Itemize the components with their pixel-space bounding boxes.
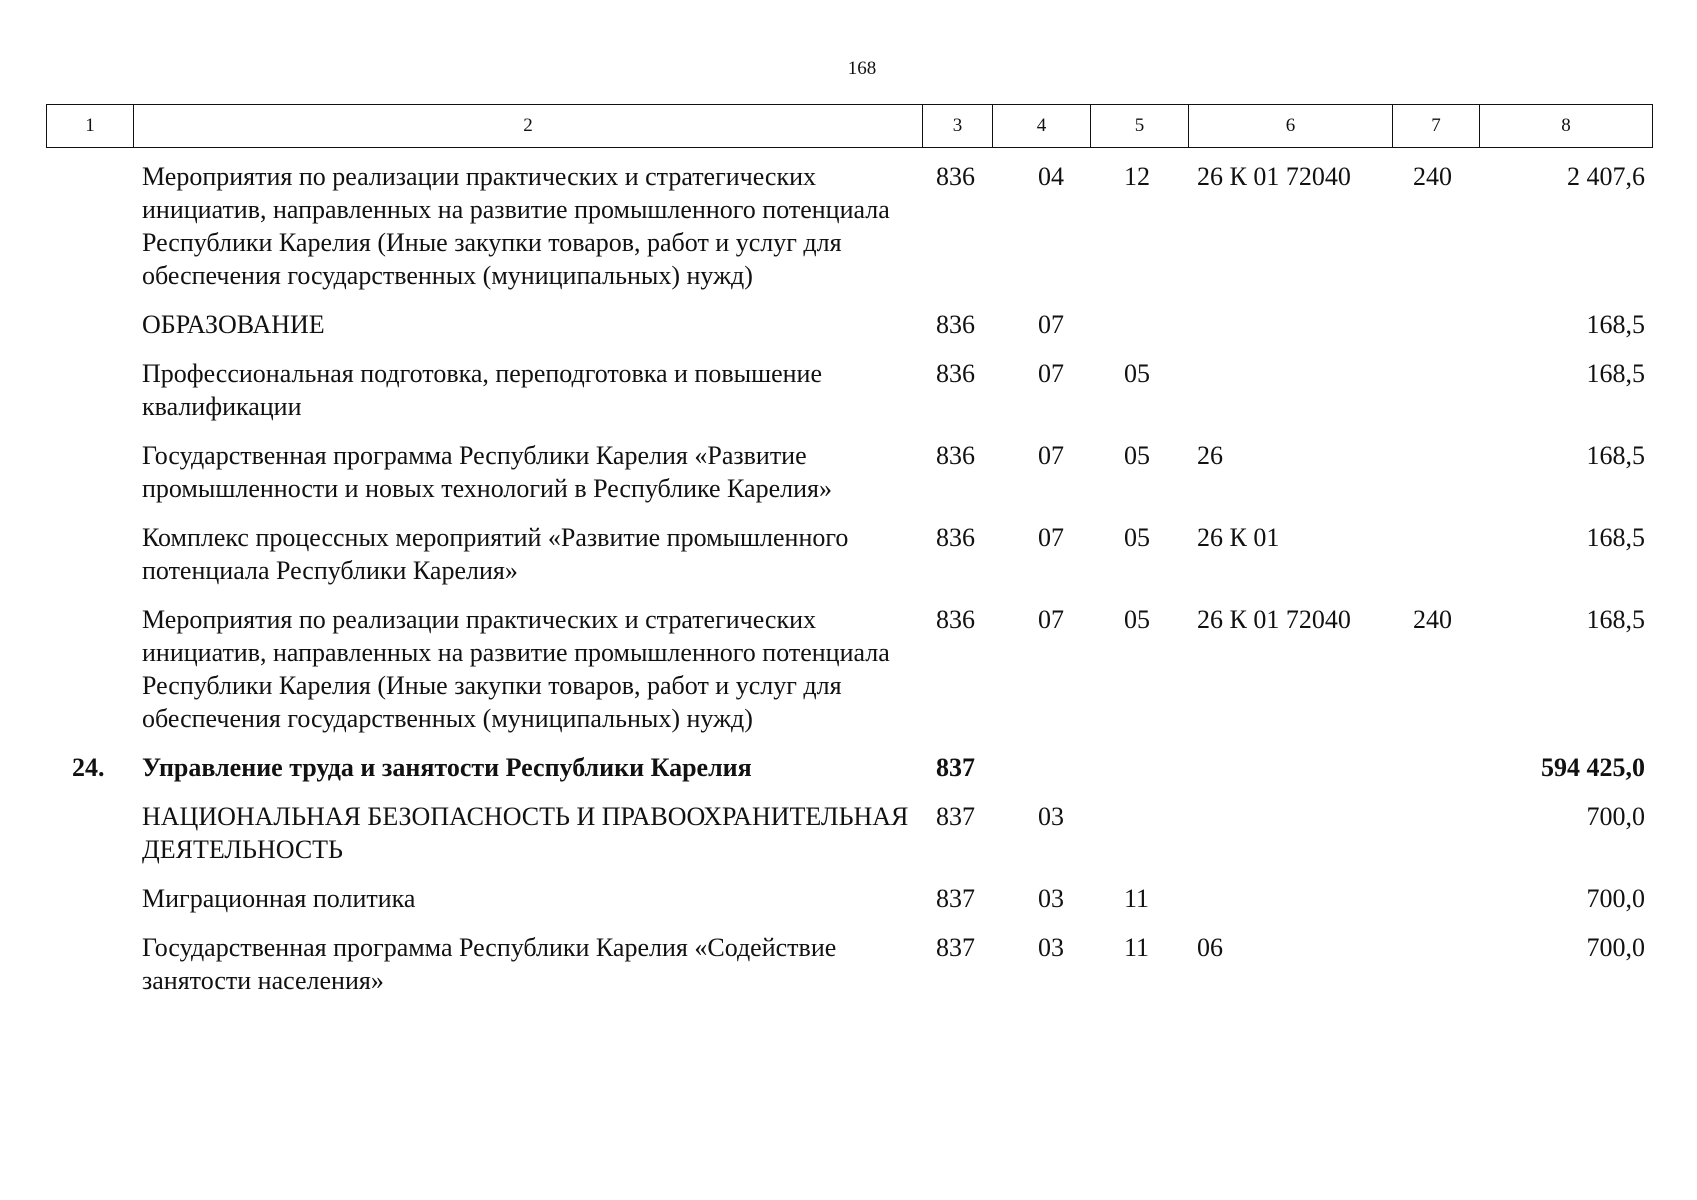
table-header <box>46 104 1653 148</box>
row-col-6: 26 К 01 72040 <box>1197 605 1351 634</box>
row-name: Миграционная политика <box>142 884 416 913</box>
row-col-3: 837 <box>936 884 975 913</box>
row-col-5: 05 <box>1124 523 1150 552</box>
row-name: Государственная программа Республики Карелия «Содействие занятости населения» <box>142 933 837 995</box>
row-col-5 <box>1090 751 1188 784</box>
row-name: НАЦИОНАЛЬНАЯ БЕЗОПАСНОСТЬ И ПРАВООХРАНИТЕЛЬНАЯ ДЕЯТЕЛЬНОСТЬ <box>142 802 909 864</box>
header-col-2: 2 <box>134 105 923 147</box>
row-col-4 <box>992 751 1090 784</box>
row-col-8: 700,0 <box>1586 933 1645 962</box>
row-name: Мероприятия по реализации практических и стратегических инициатив, направленных на развитие промышленного потенциала Республики Карелия (Иные закупки товаров, работ и услуг для обеспечения государственных (муниципальных) нужд) <box>142 605 890 733</box>
row-col-4: 03 <box>1038 802 1064 831</box>
row-col-6: 06 <box>1197 933 1223 962</box>
row-col-8: 594 425,0 <box>1541 753 1645 782</box>
row-number: 24. <box>72 753 105 782</box>
row-col-3: 837 <box>936 802 975 831</box>
row-col-8: 2 407,6 <box>1567 162 1645 191</box>
row-col-6 <box>1188 882 1392 915</box>
table-row <box>46 308 1653 341</box>
table-row <box>46 439 1653 505</box>
row-name: Комплекс процессных мероприятий «Развитие промышленного потенциала Республики Карелия» <box>142 523 849 585</box>
header-col-5: 5 <box>1091 105 1189 147</box>
row-col-7 <box>1392 800 1479 866</box>
row-col-7 <box>1392 521 1479 587</box>
row-col-4: 07 <box>1038 441 1064 470</box>
row-col-8: 700,0 <box>1586 802 1645 831</box>
row-col-4: 07 <box>1038 359 1064 388</box>
row-col-4: 03 <box>1038 933 1064 962</box>
row-name: ОБРАЗОВАНИЕ <box>142 310 325 339</box>
row-col-7 <box>1392 439 1479 505</box>
table-row <box>46 521 1653 587</box>
header-col-4: 4 <box>993 105 1091 147</box>
row-col-5 <box>1090 308 1188 341</box>
row-name: Мероприятия по реализации практических и стратегических инициатив, направленных на развитие промышленного потенциала Республики Карелия (Иные закупки товаров, работ и услуг для обеспечения государственных (муниципальных) нужд) <box>142 162 890 290</box>
row-col-7 <box>1392 882 1479 915</box>
table-body <box>46 160 1653 1013</box>
table-row <box>46 800 1653 866</box>
row-col-5: 11 <box>1124 933 1150 962</box>
row-col-7 <box>1392 308 1479 341</box>
row-col-5: 05 <box>1124 605 1150 634</box>
row-name: Государственная программа Республики Карелия «Развитие промышленности и новых технологий в Республике Карелия» <box>142 441 832 503</box>
table-row <box>46 357 1653 423</box>
row-col-3: 836 <box>936 162 975 191</box>
page-number: 168 <box>847 58 877 79</box>
row-col-7: 240 <box>1413 162 1452 191</box>
row-col-7: 240 <box>1413 605 1452 634</box>
row-col-6 <box>1188 308 1392 341</box>
table-row <box>46 751 1653 784</box>
row-col-8: 168,5 <box>1586 359 1645 388</box>
row-col-6: 26 К 01 72040 <box>1197 162 1351 191</box>
table-row <box>46 603 1653 735</box>
row-col-7 <box>1392 931 1479 997</box>
row-col-3: 836 <box>936 359 975 388</box>
header-col-1: 1 <box>47 105 134 147</box>
row-col-4: 07 <box>1038 310 1064 339</box>
row-name: Управление труда и занятости Республики Карелия <box>142 753 752 782</box>
row-col-8: 700,0 <box>1586 884 1645 913</box>
row-col-8: 168,5 <box>1586 605 1645 634</box>
row-col-5: 11 <box>1124 884 1150 913</box>
row-col-8: 168,5 <box>1586 441 1645 470</box>
row-col-3: 836 <box>936 523 975 552</box>
row-col-6: 26 <box>1197 441 1223 470</box>
row-col-5: 05 <box>1124 441 1150 470</box>
row-name: Профессиональная подготовка, переподготовка и повышение квалификации <box>142 359 823 421</box>
row-col-5 <box>1090 800 1188 866</box>
table-row <box>46 160 1653 292</box>
row-col-3: 836 <box>936 605 975 634</box>
row-col-4: 03 <box>1038 884 1064 913</box>
row-col-5: 05 <box>1124 359 1150 388</box>
row-col-4: 07 <box>1038 523 1064 552</box>
row-col-6: 26 К 01 <box>1197 523 1280 552</box>
row-col-3: 836 <box>936 441 975 470</box>
table-row <box>46 882 1653 915</box>
row-col-3: 837 <box>936 933 975 962</box>
row-col-8: 168,5 <box>1586 310 1645 339</box>
row-col-7 <box>1392 751 1479 784</box>
table-row <box>46 931 1653 997</box>
row-col-6 <box>1188 751 1392 784</box>
header-col-8: 8 <box>1561 115 1571 136</box>
row-col-8: 168,5 <box>1586 523 1645 552</box>
row-col-4: 04 <box>1038 162 1064 191</box>
row-col-6 <box>1188 800 1392 866</box>
header-col-7: 7 <box>1393 105 1480 147</box>
row-col-6 <box>1188 357 1392 423</box>
row-col-4: 07 <box>1038 605 1064 634</box>
row-col-3: 836 <box>936 310 975 339</box>
row-col-7 <box>1392 357 1479 423</box>
header-col-3: 3 <box>923 105 993 147</box>
header-col-6: 6 <box>1189 105 1393 147</box>
row-col-3: 837 <box>936 753 975 782</box>
row-col-5: 12 <box>1124 162 1150 191</box>
